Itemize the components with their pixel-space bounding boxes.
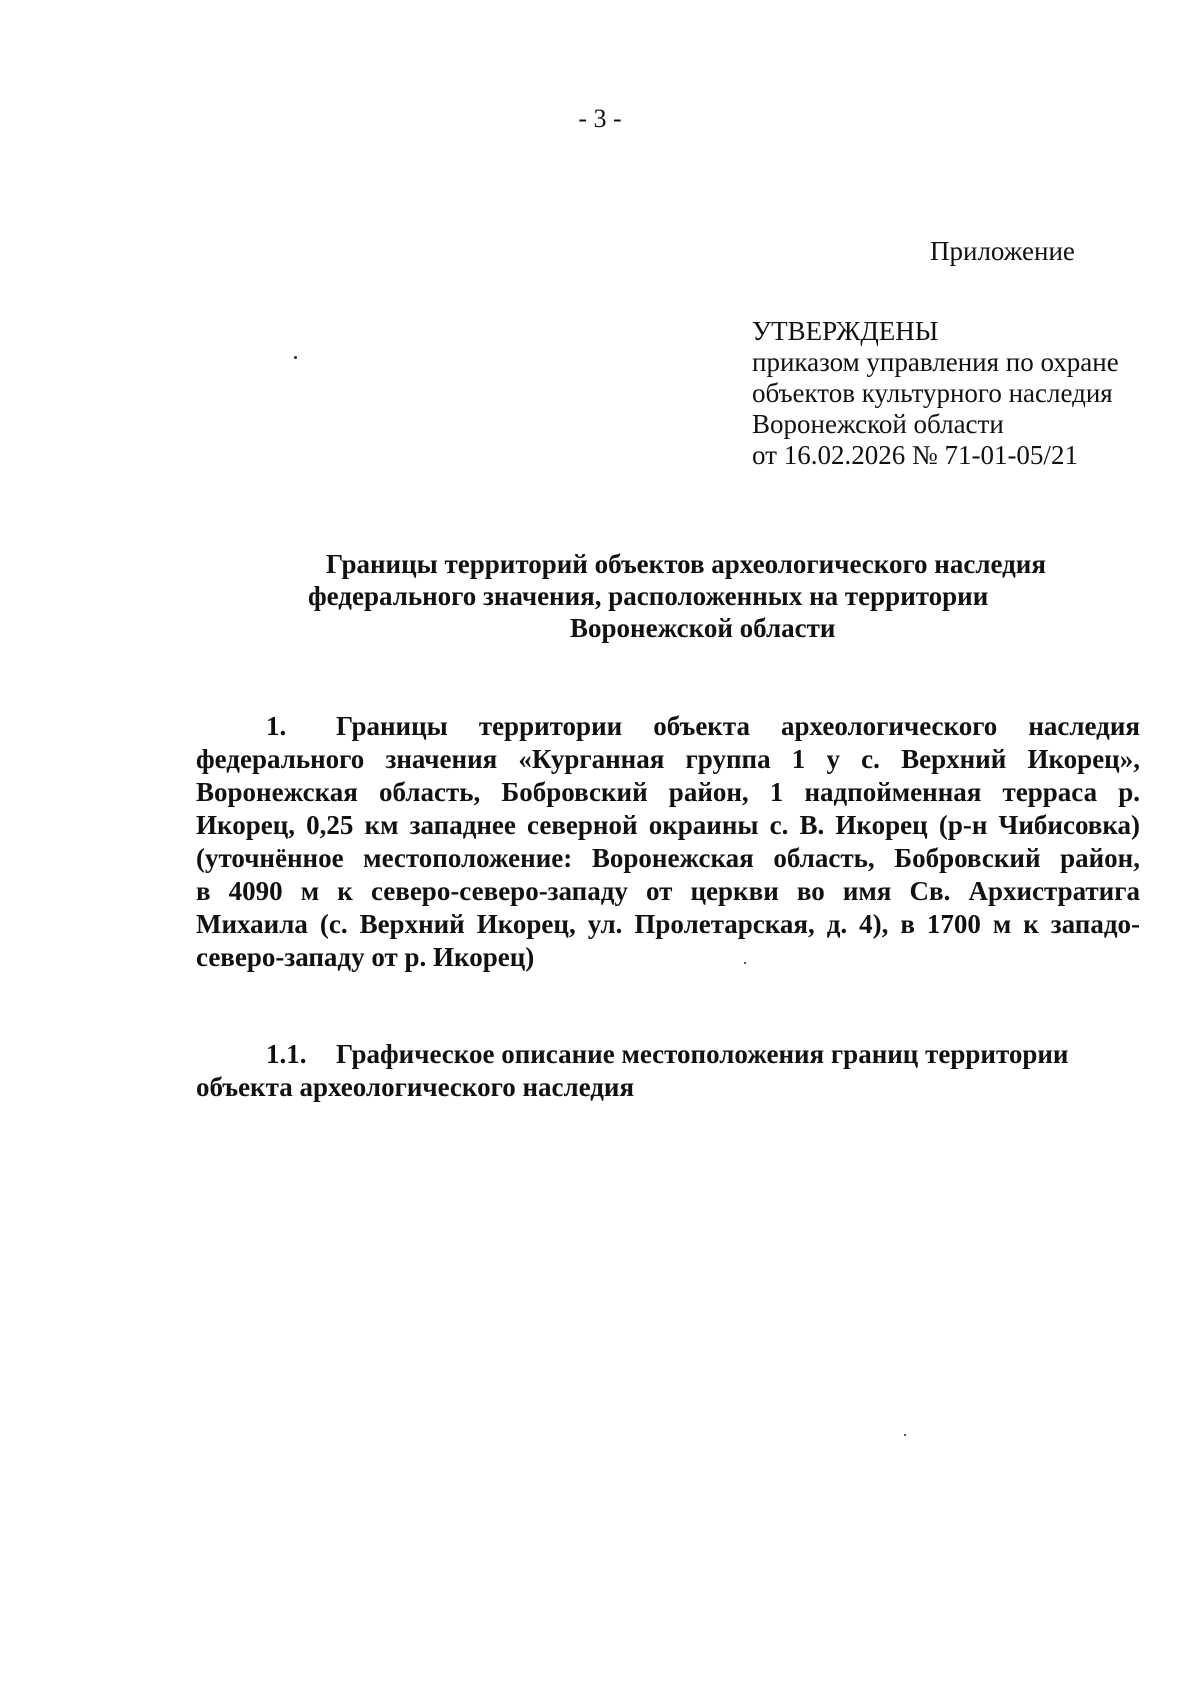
- section-line: Икорец, 0,25 км западнее северной окраины с. В. Икорец (р-н Чибисовка): [196, 810, 1140, 840]
- appendix-label: Приложение: [930, 236, 1075, 266]
- section-line: в 4090 м к северо-северо-западу от церкви во имя Св. Архистратига: [196, 876, 1140, 906]
- title-line: Границы территорий объектов археологического наследия: [326, 549, 1046, 579]
- approval-date-number: от 16.02.2026 № 71-01-05/21: [752, 440, 1078, 470]
- section-line: Михаила (с. Верхний Икорец, ул. Пролетарская, д. 4), в 1700 м к западо-: [196, 909, 1140, 939]
- section-line: федерального значения «Курганная группа 1 у с. Верхний Икорец»,: [196, 744, 1140, 774]
- section-1-1: [196, 1038, 1140, 1104]
- section-text: Графическое описание местоположения границ территории: [336, 1039, 1069, 1069]
- section-number: 1.1.: [266, 1039, 307, 1069]
- section-line: северо-западу от р. Икорец): [196, 942, 535, 972]
- page-number: - 3 -: [578, 104, 622, 133]
- approval-block: [752, 316, 1119, 471]
- section-line: [196, 710, 1140, 743]
- section-line: объекта археологического наследия: [196, 1072, 635, 1102]
- approval-line: Воронежской области: [752, 409, 1004, 439]
- section-line: (уточнённое местоположение: Воронежская область, Бобровский район,: [196, 843, 1140, 873]
- title-line: Воронежской области: [570, 613, 836, 643]
- title-line: федерального значения, расположенных на территории: [308, 581, 989, 611]
- section-1: [196, 710, 1140, 974]
- approval-line: объектов культурного наследия: [752, 378, 1113, 408]
- approval-heading: УТВЕРЖДЕНЫ: [752, 316, 939, 346]
- scan-speck: [294, 356, 297, 359]
- approval-line: приказом управления по охране: [752, 347, 1119, 377]
- section-line: [196, 1038, 1140, 1071]
- section-number: 1.: [266, 711, 287, 741]
- section-text: Границы территории объекта археологического наследия: [336, 711, 1140, 741]
- scan-speck: [904, 1434, 906, 1436]
- document-title: [280, 548, 1140, 644]
- section-line: Воронежская область, Бобровский район, 1 надпойменная терраса р.: [196, 777, 1140, 807]
